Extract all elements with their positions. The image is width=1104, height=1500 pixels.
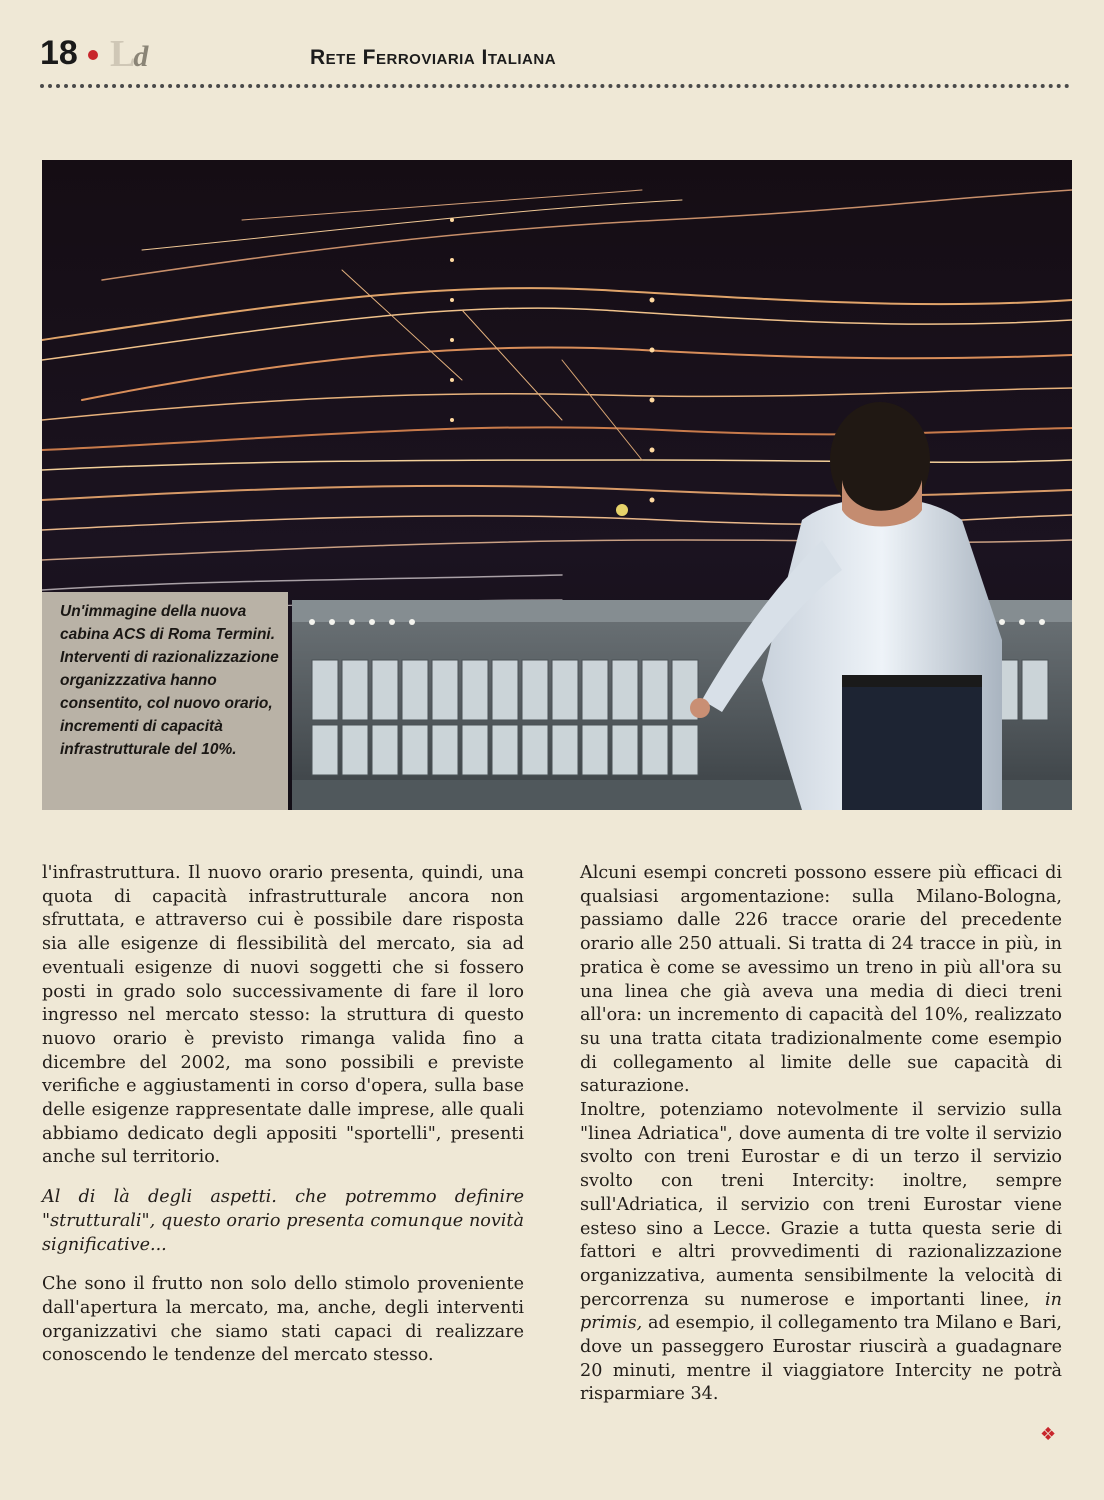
magazine-logo [110, 32, 170, 75]
article-end-icon: ❖ [1040, 1424, 1057, 1445]
right-column [580, 862, 1062, 1407]
left-column [42, 862, 524, 1368]
logo-main: L [110, 33, 134, 75]
header-dotted-rule [40, 84, 1070, 88]
right-paragraph-2 [580, 1099, 1062, 1407]
right-paragraph-2-italic: in primis, [580, 1289, 1062, 1334]
page-header [40, 30, 1070, 90]
right-paragraph-2-end: ad esempio, il collegamento tra Milano e Bari, dove un passeggero Eurostar riuscirà a guadagnare 20 minuti, mentre il viaggiatore Intercity ne potrà risparmiare 34. [580, 1313, 1062, 1405]
section-title: Rete Ferroviaria Italiana [310, 46, 557, 69]
photo-caption-box [42, 592, 288, 810]
left-paragraph-2: Che sono il frutto non solo dello stimolo proveniente dall'apertura la mercato, ma, anche, degli interventi organizzativi che siamo stati capaci di realizzare conoscendo le tendenze del mercato stesso. [42, 1274, 524, 1366]
interview-question: Al di là degli aspetti. che potremmo definire "strutturali", questo orario presenta comunque novità significative... [42, 1187, 524, 1255]
red-bullet-icon [88, 50, 98, 60]
photo-caption: Un'immagine della nuova cabina ACS di Roma Termini. Interventi di razionalizzazione organizzzativa hanno consentito, col nuovo orario, incrementi di capacità infrastrutturale del 10%. [60, 603, 279, 758]
page-number: 18 [40, 34, 78, 72]
right-paragraph-2-start: Inoltre, potenziamo notevolmente il servizio sulla "linea Adriatica", dove aumenta di tre volte il servizio svolto con treni Eurostar e di un terzo il servizio svolto con treni Intercity: inoltre, sempre sull'Adriatica, il servizio con treni Eurostar viene esteso sino a Lecce. Grazie a tutta questa serie di fattori e altri provvedimenti di razionalizzazione organizzativa, aumenta sensibilmente la velocità di percorrenza su numerose e importanti linee, [580, 1100, 1062, 1310]
logo-sub: d [133, 40, 147, 73]
right-paragraph-1: Alcuni esempi concreti possono essere più efficaci di qualsiasi argomentazione: sulla Milano-Bologna, passiamo dalle 226 tracce orarie del precedente orario alle 250 attuali. Si tratta di 24 tracce in più, in pratica è come se avessimo un treno in più all'ora su una linea che già aveva una media di dieci treni all'ora: un incremento di capacità del 10%, realizzato su una tratta citata tradizionalmente come esempio di collegamento al limite delle sue capacità di saturazione. [580, 863, 1062, 1097]
left-paragraph-1: l'infrastruttura. Il nuovo orario presenta, quindi, una quota di capacità infrastrutturale ancora non sfruttata, e attraverso cui è possibile dare risposta sia alle esigenze di flessibilità del mercato, sia ad eventuali esigenze di nuovi soggetti che si fossero posti in grado solo successivamente di fare il loro ingresso nel mercato stesso: la struttura di questo nuovo orario è previsto rimanga valida fino a dicembre del 2002, ma sono possibili e previste verifiche e aggiustamenti in corso d'opera, sulla base delle esigenze rappresentate dalle imprese, alle quali abbiamo dedicato degli appositi "sportelli", presenti anche sul territorio. [42, 863, 524, 1168]
